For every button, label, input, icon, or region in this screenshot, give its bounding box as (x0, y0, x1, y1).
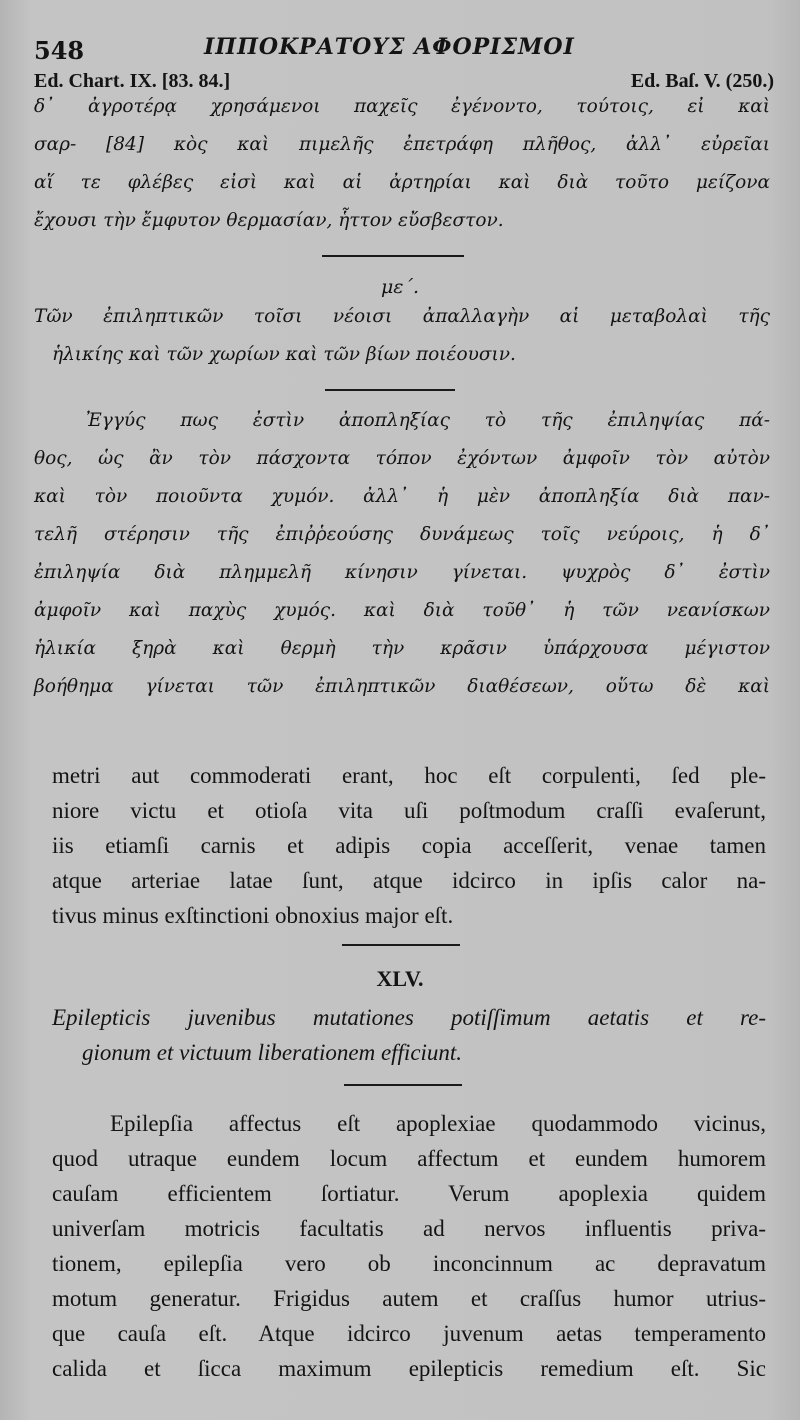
text-line: quod utraque eundem locum affectum et eundem humorem (52, 1146, 766, 1171)
text-line: motum generatur. Frigidus autem et craſſus humor utrius- (52, 1286, 766, 1311)
latin-aphorism-text (52, 1000, 766, 1070)
text-line: tivus minus exſtinctioni obnoxius major eſt. (52, 903, 454, 928)
page-header (34, 30, 774, 70)
text-line: que cauſa eſt. Atque idcirco juvenum aetas temperamento (52, 1321, 766, 1346)
section-divider (344, 1084, 462, 1086)
text-line: θος, ὡς ἂν τὸν πάσχοντα τόπον ἐχόντων ἀμφοῖν τὸν αὐτὸν (34, 448, 770, 469)
section-divider (325, 389, 455, 391)
text-line: Epilepticis juvenibus mutationes potiſſimum aetatis et re- (52, 1005, 766, 1030)
text-line: atque arteriae latae ſunt, atque idcirco in ipſis calor na- (52, 868, 766, 893)
text-line: Ἐγγύς πως ἐστὶν ἀποπληξίας τὸ τῆς ἐπιληψίας πά- (86, 410, 770, 431)
text-line: gionum et victuum liberationem efficiunt. (82, 1040, 463, 1065)
latin-continuation-paragraph (52, 758, 766, 933)
text-line: tionem, epilepſia vero ob inconcinnum ac depravatum (52, 1251, 766, 1276)
text-line: iis etiamſi carnis et adipis copia acceſſerit, venae tamen (52, 833, 766, 858)
text-line: ἀμφοῖν καὶ παχὺς χυμός. καὶ διὰ τοῦθ᾽ ἡ τῶν νεανίσκων (34, 600, 770, 621)
text-line: σαρ- [84] κὸς καὶ πιμελῆς ἐπετράφη πλῆθος, ἀλλ᾽ εὐρεῖαι (34, 134, 770, 155)
text-line: metri aut commoderati erant, hoc eſt corpulenti, ſed ple- (52, 763, 766, 788)
text-line: cauſam efficientem ſortiatur. Verum apoplexia quidem (52, 1181, 766, 1206)
text-line: ἔχουσι τὴν ἔμφυτον θερμασίαν, ἧττον εὔσβεστον. (34, 210, 504, 231)
greek-aphorism-number: με΄. (380, 276, 420, 298)
page-number: 548 (34, 36, 85, 65)
text-line: Epilepſia affectus eſt apoplexiae quodammodo vicinus, (110, 1111, 766, 1136)
text-line: τελῆ στέρησιν τῆς ἐπιῤῥεούσης δυνάμεως τοῖς νεύροις, ἡ δ᾽ (34, 524, 770, 545)
text-line: δ᾽ ἀγροτέρᾳ χρησάμενοι παχεῖς ἐγένοντο, τούτοις, εἰ καὶ (34, 96, 770, 117)
section-divider (322, 255, 464, 257)
text-line: καὶ τὸν ποιοῦντα χυμόν. ἀλλ᾽ ἡ μὲν ἀποπληξία διὰ παν- (34, 486, 770, 507)
section-divider (342, 944, 460, 946)
text-line: univerſam motricis facultatis ad nervos influentis priva- (52, 1216, 766, 1241)
text-line: ἐπιληψία διὰ πλημμελῆ κίνησιν γίνεται. ψυχρὸς δ᾽ ἐστὶν (34, 562, 770, 583)
greek-commentary-paragraph (34, 402, 770, 706)
text-line: Τῶν ἐπιληπτικῶν τοῖσι νέοισι ἀπαλλαγὴν αἱ μεταβολαὶ τῆς (34, 306, 770, 327)
latin-commentary-paragraph (52, 1106, 766, 1386)
text-line: calida et ſicca maximum epilepticis remedium eſt. Sic (52, 1356, 766, 1381)
text-line: βοήθημα γίνεται τῶν ἐπιληπτικῶν διαθέσεων, οὕτω δὲ καὶ (34, 676, 770, 697)
text-line: niore victu et otioſa vita uſi poſtmodum craſſi evaſerunt, (52, 798, 766, 823)
text-line: ἡλικίης καὶ τῶν χωρίων καὶ τῶν βίων ποιέουσιν. (52, 344, 516, 365)
greek-continuation-paragraph (34, 88, 770, 240)
latin-aphorism-number: XLV. (376, 966, 424, 991)
greek-aphorism-text (34, 298, 770, 374)
running-title: ΙΠΠΟΚΡΑΤΟΥΣ ΑΦΟΡΙΣΜΟΙ (204, 34, 575, 60)
text-line: ἡλικία ξηρὰ καὶ θερμὴ τὴν κρᾶσιν ὑπάρχουσα μέγιστον (34, 638, 770, 659)
edition-reference-chartier: Ed. Chart. IX. [83. 84.] (34, 70, 231, 92)
text-line: αἵ τε φλέβες εἰσὶ καὶ αἱ ἀρτηρίαι καὶ διὰ τοῦτο μείζονα (34, 172, 770, 193)
edition-reference-basel: Ed. Baſ. V. (250.) (630, 70, 774, 92)
